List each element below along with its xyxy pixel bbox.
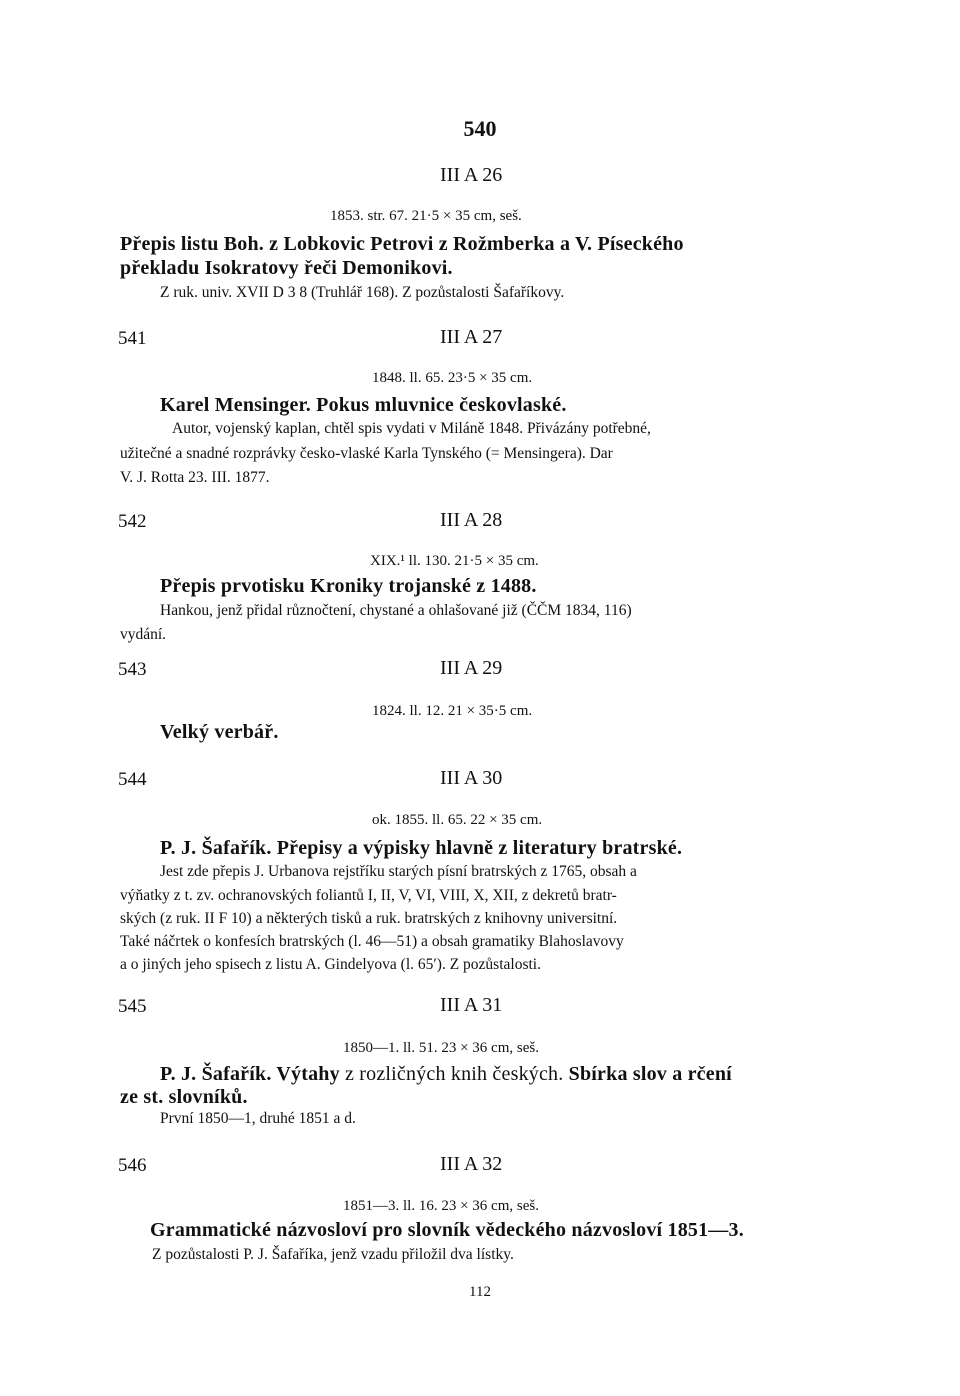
entry-meta: 1853. str. 67. 21·5 × 35 cm, seš. [330,208,522,224]
entry-meta: 1851—3. ll. 16. 23 × 36 cm, seš. [343,1198,539,1214]
entry-note: užitečné a snadné rozprávky česko-vlaské Karla Tynského (= Mensingera). Dar [120,445,613,462]
entry-note: Také náčrtek o konfesích bratrských (l. 46—51) a obsah gramatiky Blahoslavovy [120,933,624,950]
entry-title-normal: z rozličných knih českých. [339,1063,569,1085]
entry-note: Z pozůstalosti P. J. Šafaříka, jenž vzadu přiložil dva lístky. [152,1246,514,1263]
entry-meta: 1824. ll. 12. 21 × 35·5 cm. [372,703,533,719]
entry-number: 543 [118,659,147,680]
page-number-bottom: 112 [469,1284,491,1300]
entry-number: 546 [118,1155,147,1176]
entry-title: Velký verbář. [160,721,279,743]
entry-note: V. J. Rotta 23. III. 1877. [120,469,270,486]
entry-note: Jest zde přepis J. Urbanova rejstříku starých písní bratrských z 1765, obsah a [160,863,637,880]
entry-number: 545 [118,996,147,1017]
entry-signature: III A 31 [440,994,503,1016]
entry-signature: III A 28 [440,509,503,531]
entry-note: Autor, vojenský kaplan, chtěl spis vydati v Miláně 1848. Přivázány potřebné, [172,420,651,437]
entry-note: První 1850—1, druhé 1851 a d. [160,1110,356,1127]
entry-signature: III A 30 [440,767,503,789]
entry-title: Přepis prvotisku Kroniky trojanské z 1488. [160,575,537,597]
entry-signature: III A 29 [440,657,503,679]
entry-note: a o jiných jeho spisech z listu A. Gindelyova (l. 65′). Z pozůstalosti. [120,956,541,973]
entry-meta: ok. 1855. ll. 65. 22 × 35 cm. [372,812,543,828]
entry-meta: 1850—1. ll. 51. 23 × 36 cm, seš. [343,1040,539,1056]
entry-meta: XIX.¹ ll. 130. 21·5 × 35 cm. [370,553,539,569]
entry-note: Z ruk. univ. XVII D 3 8 (Truhlář 168). Z pozůstalosti Šafaříkovy. [160,284,565,301]
entry-note: Hankou, jenž přidal různočtení, chystané a ohlašované již (ČČM 1834, 116) [160,602,632,619]
entry-title: Grammatické názvosloví pro slovník vědeckého názvosloví 1851—3. [150,1219,744,1241]
entry-title-bold: Sbírka slov a rčení [568,1063,732,1085]
entry-title-bold: P. J. Šafařík. Výtahy [160,1063,340,1085]
entry-number: 544 [118,769,147,790]
entry-title [160,1063,732,1086]
entry-meta: 1848. ll. 65. 23·5 × 35 cm. [372,370,533,386]
entry-note: výňatky z t. zv. ochranovských foliantů I, II, V, VI, VIII, X, XII, z dekretů bratr- [120,887,617,904]
entry-title: překladu Isokratovy řeči Demonikovi. [120,257,453,279]
entry-note: ských (z ruk. II F 10) a některých tisků a ruk. bratrských z knihovny universitní. [120,910,618,927]
page-number-top: 540 [463,116,497,141]
entry-signature: III A 27 [440,326,503,348]
entry-signature: III A 32 [440,1153,503,1175]
entry-number: 541 [118,328,147,349]
entry-title: Přepis listu Boh. z Lobkovic Petrovi z Rožmberka a V. Píseckého [120,233,684,255]
entry-number: 542 [118,511,147,532]
entry-signature: III A 26 [440,164,503,186]
entry-title: P. J. Šafařík. Přepisy a výpisky hlavně z literatury bratrské. [160,837,683,859]
entry-note: vydání. [120,626,167,643]
entry-title: Karel Mensinger. Pokus mluvnice českovlaské. [160,394,567,416]
entry-title: ze st. slovníků. [120,1086,248,1108]
